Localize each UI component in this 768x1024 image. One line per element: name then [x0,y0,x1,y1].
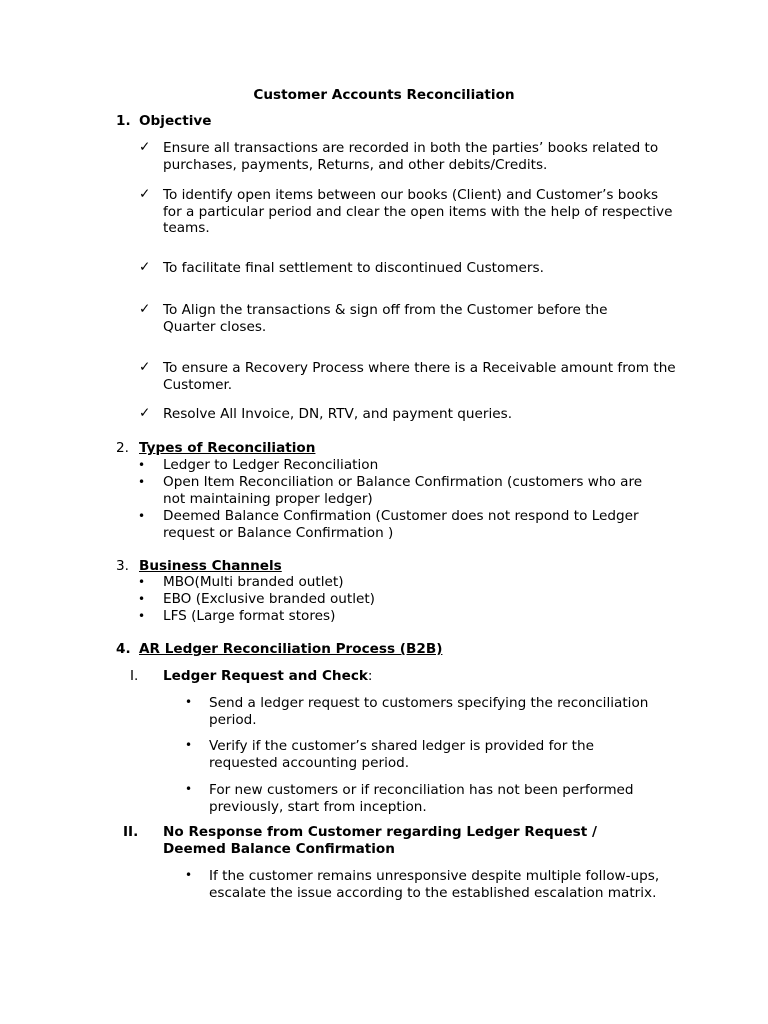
subsection-numeral: I. [130,668,139,684]
bullet-icon: • [138,592,146,606]
bullet-icon: • [138,509,146,523]
section-heading-process: AR Ledger Reconciliation Process (B2B) [139,641,443,657]
subsection-numeral: II. [123,824,139,840]
bullet-icon: • [138,475,146,489]
channels-item: MBO(Multi branded outlet) [163,574,344,590]
bullet-icon: • [185,695,193,709]
ledger-request-item: For new customers or if reconciliation has not been performed previously, start from inception. [209,782,634,815]
bullet-icon: • [185,738,193,752]
document-title: Customer Accounts Reconciliation [253,87,515,103]
objective-item: Resolve All Invoice, DN, RTV, and payment queries. [163,406,513,422]
types-item: Deemed Balance Confirmation (Customer does not respond to Ledger request or Balance Confirmation ) [163,508,639,541]
check-icon: ✓ [139,139,151,155]
objective-item: To Align the transactions & sign off from the Customer before the Quarter closes. [163,302,608,335]
channels-item: EBO (Exclusive branded outlet) [163,591,375,607]
bullet-icon: • [138,458,146,472]
section-heading-channels: Business Channels [139,558,282,574]
subsection-heading-text: Ledger Request and Check [163,668,368,684]
section-number: 1. [116,113,131,129]
section-number: 2. [116,440,129,456]
objective-item: Ensure all transactions are recorded in both the parties’ books related to purchases, payments, Returns, and other debits/Credits. [163,140,659,173]
objective-item: To facilitate final settlement to discontinued Customers. [163,260,544,276]
no-response-item: If the customer remains unresponsive despite multiple follow-ups, escalate the issue according to the established escalation matrix. [209,868,660,901]
objective-item: To identify open items between our books (Client) and Customer’s books for a particular period and clear the open items with the help of respective teams. [163,187,673,236]
ledger-request-item: Verify if the customer’s shared ledger is provided for the requested accounting period. [209,738,594,771]
section-number: 4. [116,641,131,657]
check-icon: ✓ [139,186,151,202]
types-item: Ledger to Ledger Reconciliation [163,457,379,473]
subsection-heading-ledger-request [163,668,373,685]
section-number: 3. [116,558,129,574]
section-heading-types: Types of Reconciliation [139,440,316,456]
channels-item: LFS (Large format stores) [163,608,336,624]
check-icon: ✓ [139,405,151,421]
bullet-icon: • [138,609,146,623]
types-item: Open Item Reconciliation or Balance Confirmation (customers who are not maintaining proper ledger) [163,474,643,507]
check-icon: ✓ [139,259,151,275]
ledger-request-item: Send a ledger request to customers specifying the reconciliation period. [209,695,649,728]
section-heading-objective: Objective [139,113,212,129]
check-icon: ✓ [139,359,151,375]
bullet-icon: • [185,868,193,882]
bullet-icon: • [138,575,146,589]
check-icon: ✓ [139,301,151,317]
subsection-heading-colon: : [367,668,373,684]
objective-item: To ensure a Recovery Process where there is a Receivable amount from the Customer. [163,360,676,393]
subsection-heading-no-response: No Response from Customer regarding Ledger Request / Deemed Balance Confirmation [163,824,597,857]
bullet-icon: • [185,782,193,796]
